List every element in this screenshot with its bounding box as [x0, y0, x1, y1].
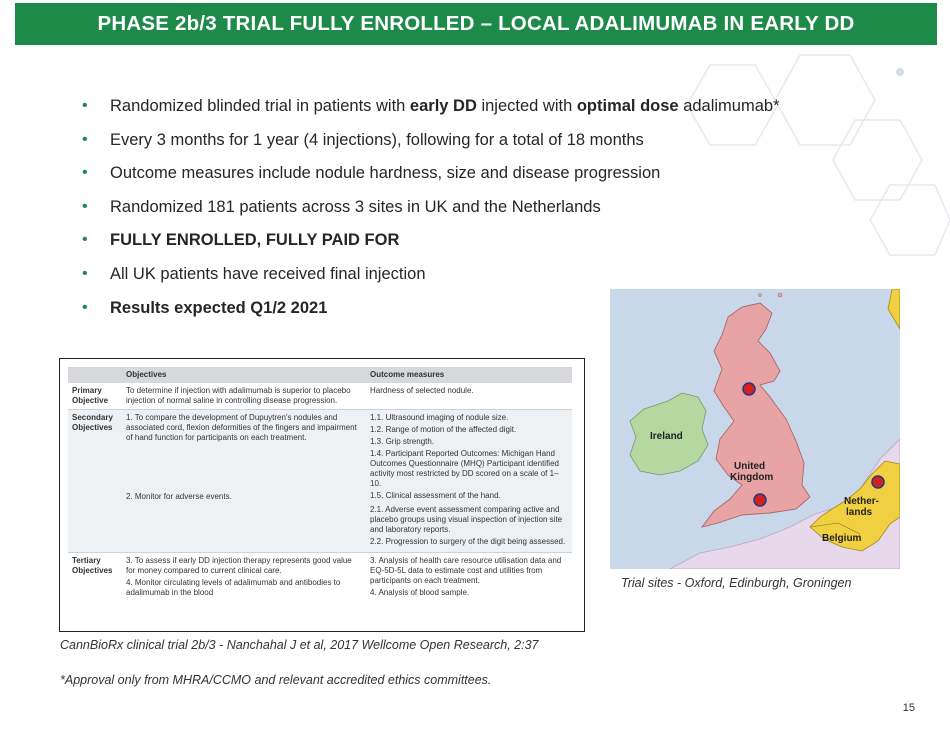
bullet-icon: • — [82, 264, 88, 282]
bullet-icon: • — [82, 197, 88, 215]
bullet-icon: • — [82, 97, 88, 114]
bullet-icon: • — [82, 298, 88, 316]
map-label-netherlands: Nether- — [844, 496, 880, 507]
page-title: PHASE 2b/3 TRIAL FULLY ENROLLED – LOCAL ADALIMUMAB IN EARLY DD — [97, 12, 855, 35]
bullet-item: • Outcome measures include nodule hardness, size and disease progression — [82, 157, 902, 191]
page-number: 15 — [902, 702, 915, 714]
bullet-item: • Randomized blinded trial in patients with early DD injected with optimal dose adalimumab* — [82, 90, 902, 124]
map-label-netherlands-2: lands — [846, 507, 873, 518]
objective-cell: 1. To compare the development of Dupuytren's nodules and associated cord, flexion deformities of the fingers and impairment of hand function for participants on each treatment. 2. Monitor for adverse events. — [122, 410, 366, 553]
table-header-row — [68, 367, 572, 383]
objectives-table-frame — [59, 358, 585, 632]
row-label: Primary Objective — [68, 383, 122, 410]
marker-edinburgh — [743, 383, 755, 395]
map-label-uk-2: Kingdom — [730, 472, 774, 483]
map-label-ireland: Ireland — [650, 431, 683, 442]
table-row — [68, 383, 572, 410]
footnote: *Approval only from MHRA/CCMO and relevant accredited ethics committees. — [60, 673, 492, 687]
bullet-item: • Randomized 181 patients across 3 sites in UK and the Netherlands — [82, 191, 902, 225]
marker-oxford — [754, 494, 766, 506]
table-header-cell — [68, 367, 122, 383]
bullet-item: • Results expected Q1/2 2021 — [82, 292, 902, 326]
title-banner — [15, 3, 937, 45]
map-label-belgium: Belgium — [822, 533, 862, 544]
objectives-table — [68, 367, 572, 603]
table-row — [68, 410, 572, 553]
outcome-cell: Hardness of selected nodule. — [366, 383, 572, 410]
trial-sites-map — [610, 289, 900, 569]
table-header-cell: Objectives — [122, 367, 366, 383]
outcome-cell: 1.1. Ultrasound imaging of nodule size. 1.2. Range of motion of the affected digit. 1.3. Grip strength. 1.4. Participant Reported Outcomes: Michigan Hand Outcomes Questionnaire (MHQ) Participant identified activity most restricted by DD scored on a scale of 1–10. 1.5. Clinical assessment of the hand. 2.1. Adverse event assessment comparing active and placebo groups using visual inspection of injection site and laboratory reports. 2.2. Progression to surgery of the digit being assessed. — [366, 410, 572, 553]
row-label: Secondary Objectives — [68, 410, 122, 553]
table-row — [68, 553, 572, 604]
marker-groningen — [872, 476, 884, 488]
bullet-icon: • — [82, 231, 88, 249]
bullet-item: • Every 3 months for 1 year (4 injections), following for a total of 18 months — [82, 124, 902, 158]
table-header-cell: Outcome measures — [366, 367, 572, 383]
map-caption: Trial sites - Oxford, Edinburgh, Groningen — [621, 576, 852, 590]
row-label: Tertiary Objectives — [68, 553, 122, 604]
bullet-item: • FULLY ENROLLED, FULLY PAID FOR — [82, 224, 902, 258]
bullet-icon: • — [82, 164, 88, 182]
objective-cell: 3. To assess if early DD injection therapy represents good value for money compared to current clinical care. 4. Monitor circulating levels of adalimumab and antibodies to adalimumab in the blood — [122, 553, 366, 604]
table-caption: CannBioRx clinical trial 2b/3 - Nanchahal J et al, 2017 Wellcome Open Research, 2:37 — [60, 638, 539, 652]
bullet-item: • All UK patients have received final injection — [82, 258, 902, 292]
map-label-uk: United — [734, 461, 766, 472]
objective-cell: To determine if injection with adalimumab is superior to placebo injection of normal saline in controlling disease progression. — [122, 383, 366, 410]
bullet-icon: • — [82, 130, 88, 148]
outcome-cell: 3. Analysis of health care resource utilisation data and EQ-5D-5L data to estimate cost and utilities from participants on each treatment. 4. Analysis of blood sample. — [366, 553, 572, 604]
